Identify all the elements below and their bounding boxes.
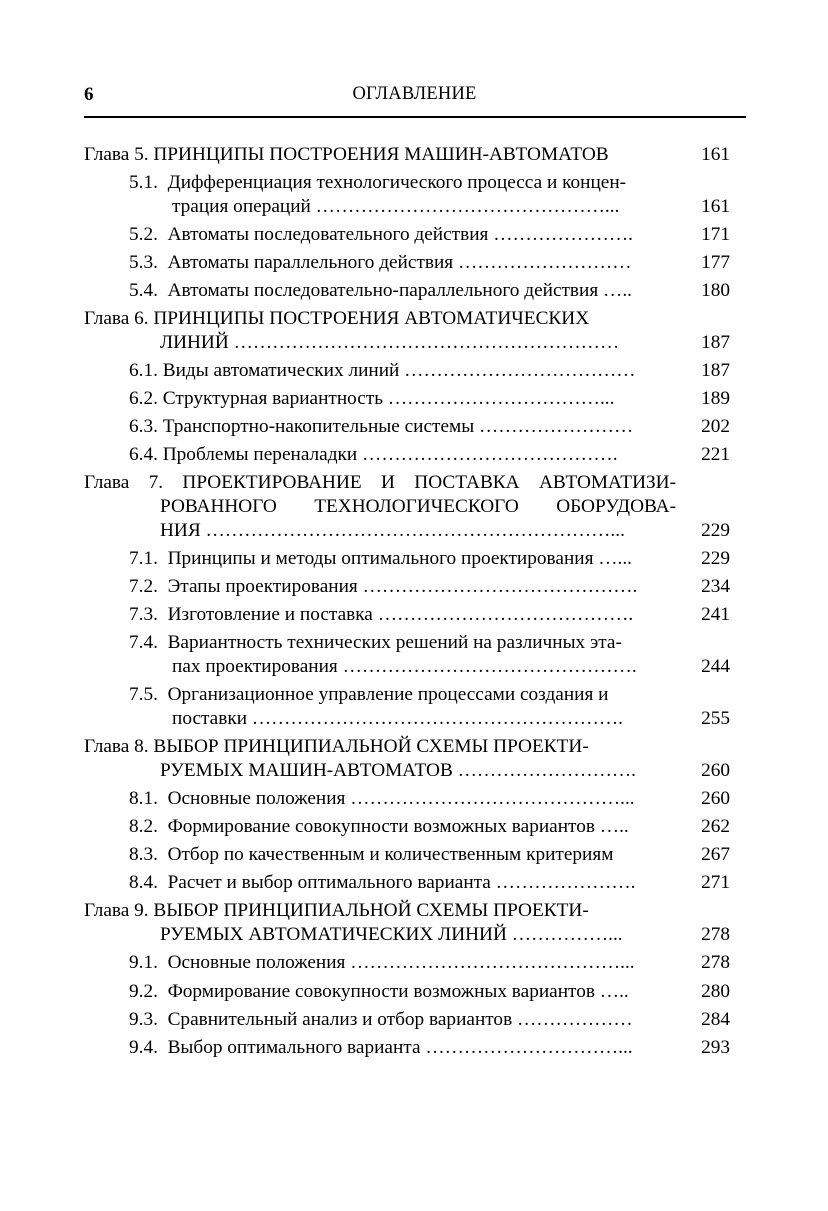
page-number: 6 xyxy=(84,84,94,105)
toc-section-7-3: 7.3. Изготовление и поставка …………………………………. xyxy=(129,604,634,625)
toc-section-8-4: 8.4. Расчет и выбор оптимального варианта …………………. xyxy=(129,872,636,893)
toc-section-7-1: 7.1. Принципы и методы оптимального проектирования …... xyxy=(129,548,633,569)
toc-section-7-5-cont: поставки …………………………………………………. xyxy=(172,708,623,729)
toc-page-5-3: 177 xyxy=(701,252,730,273)
toc-chapter-9-cont: РУЕМЫХ АВТОМАТИЧЕСКИХ ЛИНИЙ ……………... xyxy=(160,924,623,945)
toc-page-6-4: 221 xyxy=(701,444,730,465)
toc-page-9-3: 284 xyxy=(701,1009,730,1030)
toc-section-8-3: 8.3. Отбор по качественным и количественным критериям xyxy=(129,844,614,865)
toc-section-6-1: 6.1. Виды автоматических линий ……………………………… xyxy=(129,360,636,381)
toc-page-9-4: 293 xyxy=(701,1037,730,1058)
toc-section-5-1-cont: трация операций ………………………………………... xyxy=(172,196,620,217)
toc-section-9-3: 9.3. Сравнительный анализ и отбор вариантов ……………… xyxy=(129,1009,633,1030)
toc-page-5-1: 161 xyxy=(701,196,730,217)
toc-page-8-3: 267 xyxy=(701,844,730,865)
toc-page-chapter-9: 278 xyxy=(701,924,730,945)
toc-page-8-2: 262 xyxy=(701,816,730,837)
toc-page-9-1: 278 xyxy=(701,952,730,973)
toc-page-7-4: 244 xyxy=(701,656,730,677)
toc-page-chapter-8: 260 xyxy=(701,760,730,781)
toc-section-9-4: 9.4. Выбор оптимального варианта …………………………... xyxy=(129,1037,633,1058)
toc-section-8-1: 8.1. Основные положения ……………………………………... xyxy=(129,788,635,809)
toc-chapter-8: Глава 8. ВЫБОР ПРИНЦИПИАЛЬНОЙ СХЕМЫ ПРОЕКТИ- xyxy=(84,736,589,757)
toc-chapter-9: Глава 9. ВЫБОР ПРИНЦИПИАЛЬНОЙ СХЕМЫ ПРОЕКТИ- xyxy=(84,900,589,921)
toc-section-8-2: 8.2. Формирование совокупности возможных вариантов ….. xyxy=(129,816,629,837)
toc-page-chapter-6: 187 xyxy=(701,332,730,353)
toc-section-7-4-cont: пах проектирования ………………………………………. xyxy=(172,656,637,677)
toc-chapter-6: Глава 6. ПРИНЦИПЫ ПОСТРОЕНИЯ АВТОМАТИЧЕСКИХ xyxy=(84,308,590,329)
toc-section-7-2: 7.2. Этапы проектирования ……………………………………. xyxy=(129,576,638,597)
toc-section-7-4: 7.4. Вариантность технических решений на различных эта- xyxy=(129,632,622,653)
toc-section-7-5: 7.5. Организационное управление процессами создания и xyxy=(129,684,609,705)
toc-chapter-7-cont: РОВАННОГО ТЕХНОЛОГИЧЕСКОГО ОБОРУДОВА- xyxy=(160,496,676,517)
toc-page-8-1: 260 xyxy=(701,788,730,809)
toc-chapter-7-cont-2: НИЯ ………………………………………………………... xyxy=(160,520,625,541)
toc-section-9-1: 9.1. Основные положения ……………………………………... xyxy=(129,952,635,973)
toc-page-7-3: 241 xyxy=(701,604,730,625)
toc-section-5-1: 5.1. Дифференциация технологического процесса и концен- xyxy=(129,172,627,193)
toc-section-5-2: 5.2. Автоматы последовательного действия …………………. xyxy=(129,224,633,245)
toc-chapter-7: Глава 7. ПРОЕКТИРОВАНИЕ И ПОСТАВКА АВТОМАТИЗИ- xyxy=(84,472,676,493)
toc-chapter-8-cont: РУЕМЫХ МАШИН-АВТОМАТОВ ………………………. xyxy=(160,760,636,781)
toc-page-chapter-5: 161 xyxy=(701,144,730,165)
toc-page-6-1: 187 xyxy=(701,360,730,381)
toc-page-7-2: 234 xyxy=(701,576,730,597)
toc-page-6-3: 202 xyxy=(701,416,730,437)
toc-chapter-5: Глава 5. ПРИНЦИПЫ ПОСТРОЕНИЯ МАШИН-АВТОМАТОВ xyxy=(84,144,609,165)
toc-page-5-4: 180 xyxy=(701,280,730,301)
toc-section-6-3: 6.3. Транспортно-накопительные системы …………………… xyxy=(129,416,634,437)
toc-chapter-6-cont: ЛИНИЙ …………………………………………………… xyxy=(160,332,620,353)
toc-section-6-2: 6.2. Структурная вариантность ……………………………... xyxy=(129,388,615,409)
toc-section-5-3: 5.3. Автоматы параллельного действия ……………………… xyxy=(129,252,632,273)
toc-section-6-4: 6.4. Проблемы переналадки …………………………………. xyxy=(129,444,618,465)
toc-page-7-1: 229 xyxy=(701,548,730,569)
toc-page-6-2: 189 xyxy=(701,388,730,409)
toc-page-chapter-7: 229 xyxy=(701,520,730,541)
toc-page-9-2: 280 xyxy=(701,981,730,1002)
toc-page-5-2: 171 xyxy=(701,224,730,245)
toc-section-9-2: 9.2. Формирование совокупности возможных вариантов ….. xyxy=(129,981,629,1002)
running-title: ОГЛАВЛЕНИЕ xyxy=(352,84,477,104)
toc-page-7-5: 255 xyxy=(701,708,730,729)
toc-page-8-4: 271 xyxy=(701,872,730,893)
toc-section-5-4: 5.4. Автоматы последовательно-параллельного действия ….. xyxy=(129,280,632,301)
